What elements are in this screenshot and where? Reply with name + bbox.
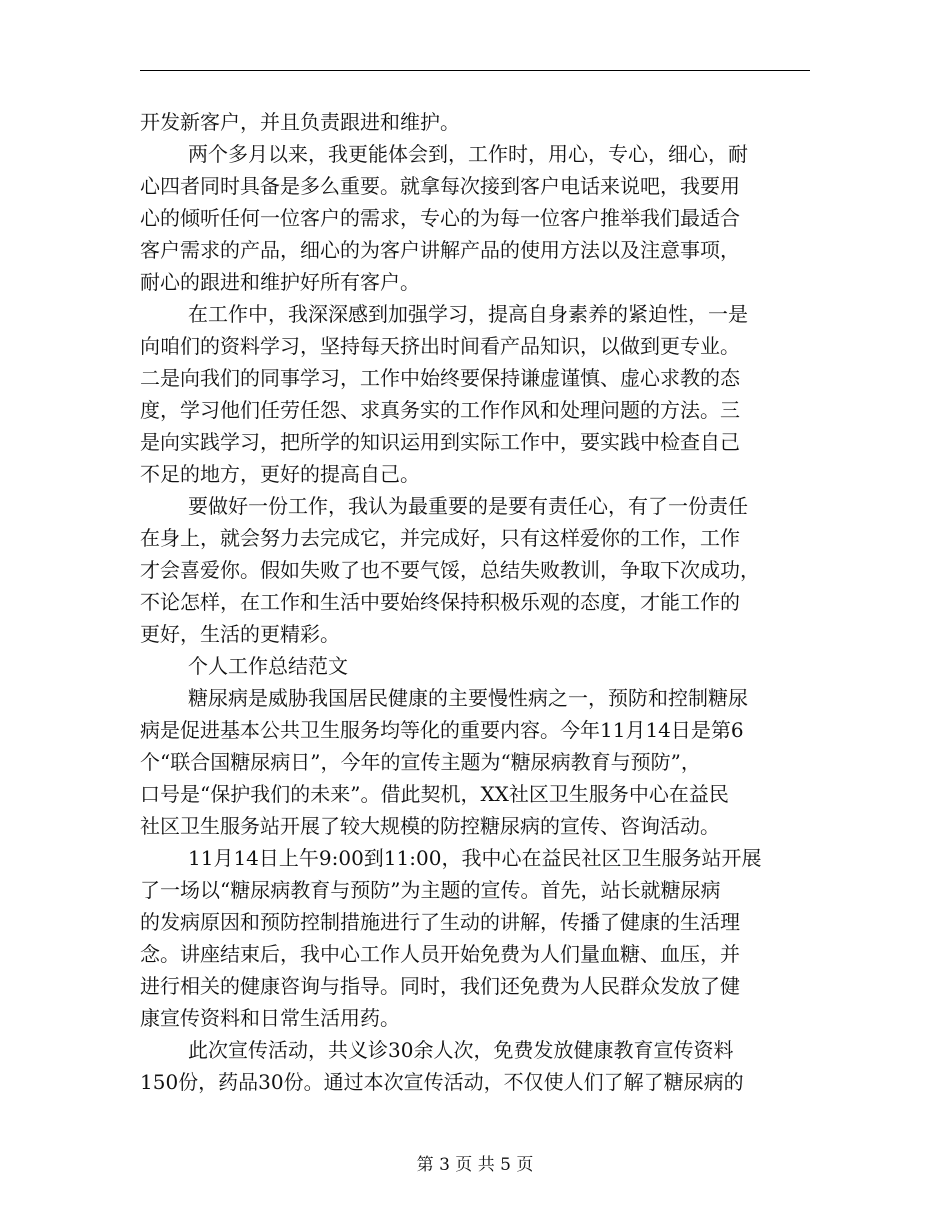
text-line: 在身上，就会努力去完成它，并完成好，只有这样爱你的工作，工作 [140, 526, 740, 550]
text-line: 念。讲座结束后，我中心工作人员开始免费为人们量血糖、血压，并 [140, 942, 740, 966]
paragraph-start: 糖尿病是威胁我国居民健康的主要慢性病之一，预防和控制糖尿 [188, 686, 748, 710]
text-line: 客户需求的产品，细心的为客户讲解产品的使用方法以及注意事项， [140, 238, 740, 262]
text-line: 二是向我们的同事学习，工作中始终要保持谦虚谨慎、虚心求教的态 [140, 366, 740, 390]
paragraph-start: 要做好一份工作，我认为最重要的是要有责任心，有了一份责任 [188, 494, 748, 518]
text-line: 150份，药品30份。通过本次宣传活动，不仅使人们了解了糖尿病的 [140, 1070, 744, 1094]
text-line: 病是促进基本公共卫生服务均等化的重要内容。今年11月14日是第6 [140, 718, 744, 742]
paragraph-start: 两个多月以来，我更能体会到，工作时，用心，专心，细心，耐 [188, 142, 748, 166]
text-line: 才会喜爱你。假如失败了也不要气馁，总结失败教训，争取下次成功， [140, 558, 760, 582]
text-line: 个“联合国糖尿病日”，今年的宣传主题为“糖尿病教育与预防”， [140, 750, 701, 774]
text-line: 心四者同时具备是多么重要。就拿每次接到客户电话来说吧，我要用 [140, 174, 740, 198]
text-line: 耐心的跟进和维护好所有客户。 [140, 270, 420, 294]
text-line: 进行相关的健康咨询与指导。同时，我们还免费为人民群众发放了健 [140, 974, 740, 998]
section-heading: 个人工作总结范文 [188, 654, 348, 678]
text-line: 社区卫生服务站开展了较大规模的防控糖尿病的宣传、咨询活动。 [140, 814, 720, 838]
document-body [140, 106, 810, 1098]
text-line: 不足的地方，更好的提高自己。 [140, 462, 420, 486]
paragraph-start: 在工作中，我深深感到加强学习，提高自身素养的紧迫性，一是 [188, 302, 748, 326]
text-line: 康宣传资料和日常生活用药。 [140, 1006, 400, 1030]
text-line: 是向实践学习，把所学的知识运用到实际工作中，要实践中检查自己 [140, 430, 740, 454]
paragraph-start: 11月14日上午9:00到11:00，我中心在益民社区卫生服务站开展 [188, 846, 762, 870]
text-line: 的发病原因和预防控制措施进行了生动的讲解，传播了健康的生活理 [140, 910, 740, 934]
paragraph-start: 此次宣传活动，共义诊30余人次，免费发放健康教育宣传资料 [188, 1038, 734, 1062]
text-line: 向咱们的资料学习，坚持每天挤出时间看产品知识，以做到更专业。 [140, 334, 740, 358]
text-line: 开发新客户，并且负责跟进和维护。 [140, 110, 460, 134]
header-rule [140, 70, 810, 71]
text-line: 更好，生活的更精彩。 [140, 622, 340, 646]
text-line: 了一场以“糖尿病教育与预防”为主题的宣传。首先，站长就糖尿病 [140, 878, 721, 902]
text-line: 度，学习他们任劳任怨、求真务实的工作作风和处理问题的方法。三 [140, 398, 740, 422]
text-line: 口号是“保护我们的未来”。借此契机，XX社区卫生服务中心在益民 [140, 782, 729, 806]
text-line: 心的倾听任何一位客户的需求，专心的为每一位客户推举我们最适合 [140, 206, 740, 230]
text-line: 不论怎样，在工作和生活中要始终保持积极乐观的态度，才能工作的 [140, 590, 740, 614]
page-number: 第 3 页 共 5 页 [416, 1155, 534, 1175]
